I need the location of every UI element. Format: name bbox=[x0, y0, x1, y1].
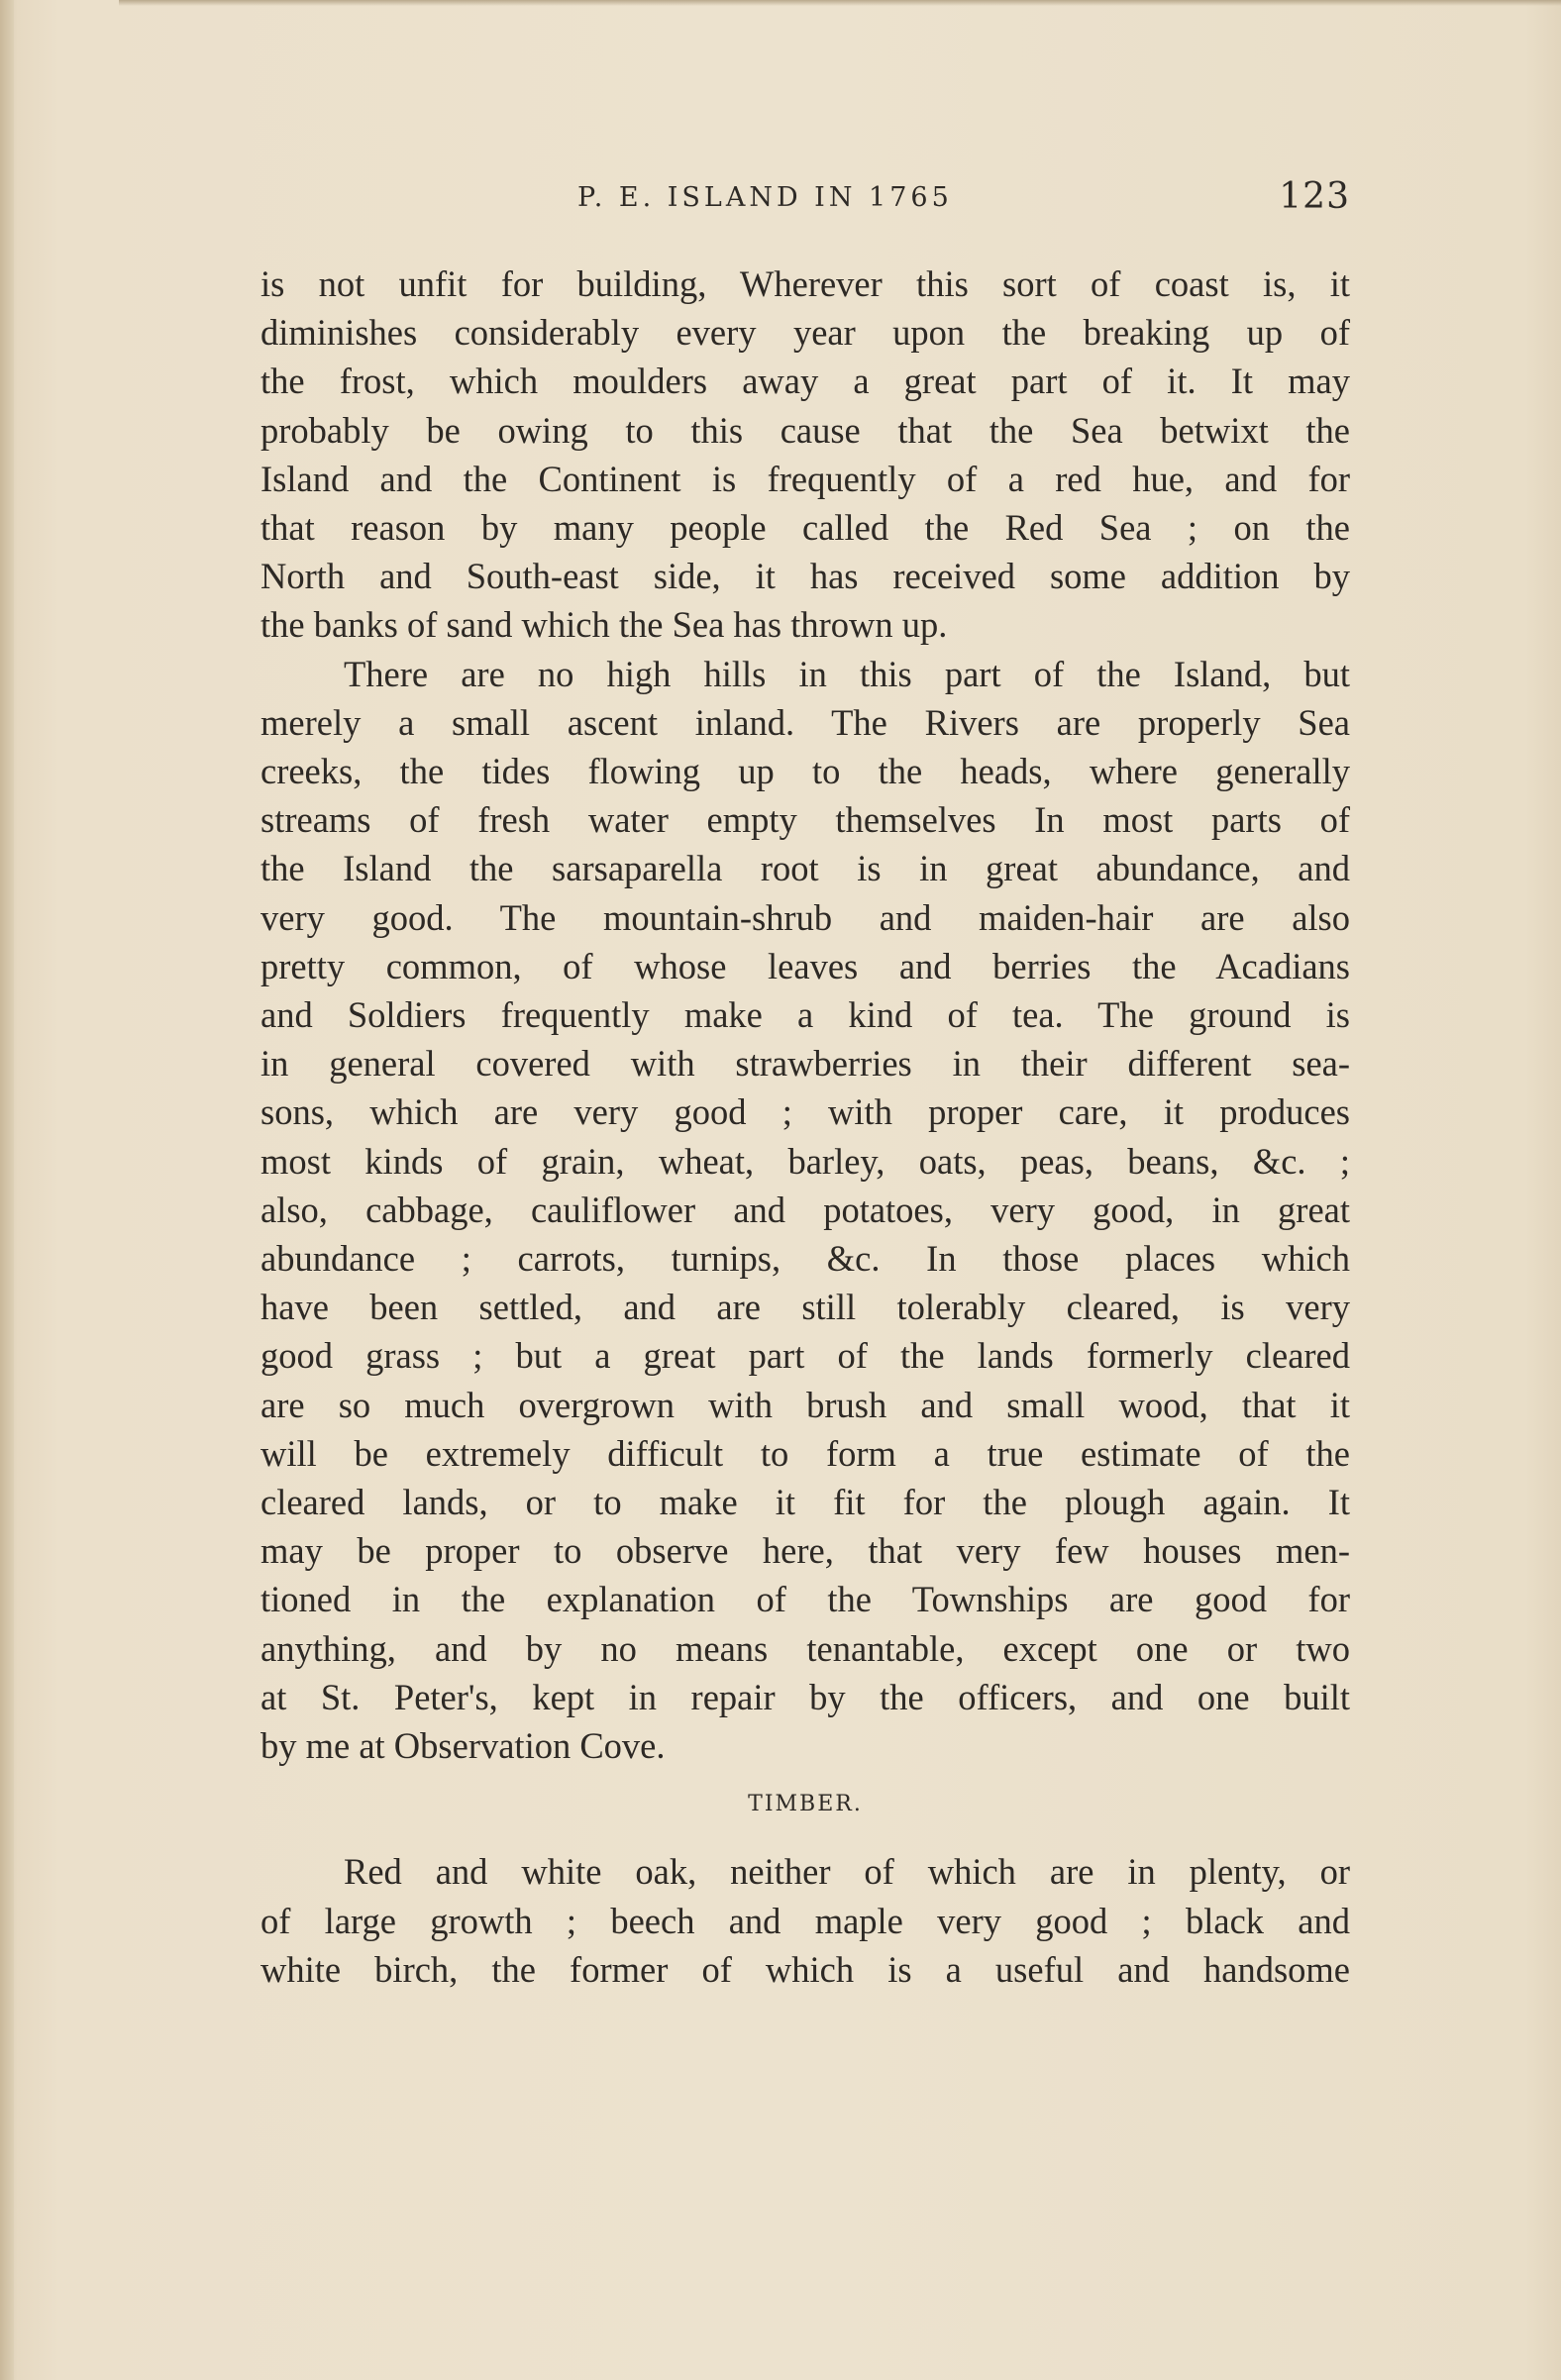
paragraph-2 bbox=[260, 650, 1350, 1771]
text-line: have been settled, and are still tolerably cleared, is very bbox=[260, 1287, 1350, 1328]
text-line: merely a small ascent inland. The Rivers are properly Sea bbox=[260, 701, 1350, 743]
page-top-edge bbox=[119, 0, 1561, 6]
paragraph-1 bbox=[260, 259, 1350, 650]
text-line: is not unfit for building, Wherever this sort of coast is, it bbox=[260, 263, 1350, 304]
text-line: and Soldiers frequently make a kind of tea. The ground is bbox=[260, 994, 1350, 1036]
text-line: also, cabbage, cauliflower and potatoes, very good, in great bbox=[260, 1189, 1350, 1230]
text-line: streams of fresh water empty themselves In most parts of bbox=[260, 799, 1350, 841]
text-line: Island and the Continent is frequently of a red hue, and for bbox=[260, 458, 1350, 499]
text-line: by me at Observation Cove. bbox=[260, 1725, 666, 1767]
body-text bbox=[260, 259, 1350, 1994]
section-heading: TIMBER. bbox=[748, 1792, 863, 1817]
text-line: the frost, which moulders away a great part of it. It may bbox=[260, 361, 1350, 402]
text-line: at St. Peter's, kept in repair by the officers, and one built bbox=[260, 1676, 1350, 1717]
text-line: anything, and by no means tenantable, except one or two bbox=[260, 1627, 1350, 1669]
page-spine-shadow bbox=[0, 0, 14, 2380]
running-head bbox=[260, 176, 1350, 236]
text-line: are so much overgrown with brush and small wood, that it bbox=[260, 1384, 1350, 1425]
text-line: North and South-east side, it has received some addition by bbox=[260, 556, 1350, 597]
text-line: tioned in the explanation of the Townships are good for bbox=[260, 1579, 1350, 1620]
text-line: will be extremely difficult to form a true estimate of the bbox=[260, 1432, 1350, 1474]
running-title: P. E. ISLAND IN 1765 bbox=[577, 182, 953, 213]
text-line: good grass ; but a great part of the lands formerly cleared bbox=[260, 1335, 1350, 1377]
paragraph-3 bbox=[260, 1847, 1350, 1994]
text-line: abundance ; carrots, turnips, &c. In those places which bbox=[260, 1238, 1350, 1280]
text-line: probably be owing to this cause that the Sea betwixt the bbox=[260, 409, 1350, 451]
page-number: 123 bbox=[1279, 176, 1350, 217]
text-line: most kinds of grain, wheat, barley, oats, peas, beans, &c. ; bbox=[260, 1140, 1350, 1182]
text-line: pretty common, of whose leaves and berries the Acadians bbox=[260, 945, 1350, 986]
text-line: There are no high hills in this part of the Island, but bbox=[344, 653, 1350, 694]
text-line: cleared lands, or to make it fit for the plough again. It bbox=[260, 1482, 1350, 1523]
text-line: Red and white oak, neither of which are in plenty, or bbox=[344, 1851, 1350, 1893]
text-line: that reason by many people called the Red Sea ; on the bbox=[260, 507, 1350, 549]
text-line: of large growth ; beech and maple very good ; black and bbox=[260, 1900, 1350, 1941]
text-line: sons, which are very good ; with proper care, it produces bbox=[260, 1091, 1350, 1133]
text-line: the banks of sand which the Sea has thrown up. bbox=[260, 604, 948, 646]
text-line: white birch, the former of which is a useful and handsome bbox=[260, 1948, 1350, 1990]
text-line: diminishes considerably every year upon the breaking up of bbox=[260, 312, 1350, 354]
text-line: in general covered with strawberries in their different sea- bbox=[260, 1043, 1350, 1085]
text-line: may be proper to observe here, that very few houses men- bbox=[260, 1530, 1350, 1572]
text-line: very good. The mountain-shrub and maiden-hair are also bbox=[260, 896, 1350, 938]
text-line: creeks, the tides flowing up to the heads, where generally bbox=[260, 751, 1350, 792]
text-line: the Island the sarsaparella root is in great abundance, and bbox=[260, 848, 1350, 889]
